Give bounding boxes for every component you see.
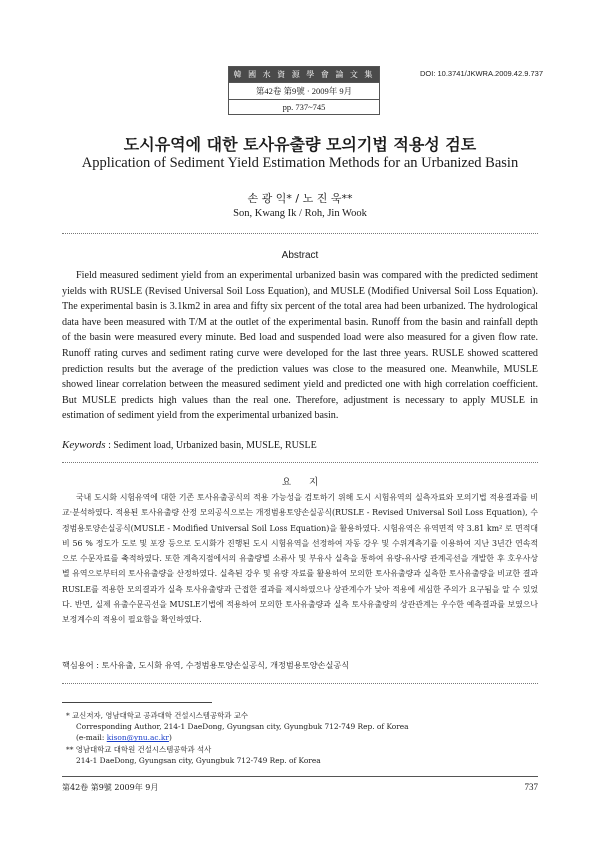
abstract-heading: Abstract: [281, 250, 319, 261]
keywords-text: : Sediment load, Urbanized basin, MUSLE, RUSLE: [105, 440, 317, 451]
doi: DOI: 10.3741/JKWRA.2009.42.9.737: [420, 69, 543, 78]
footnote-1-address: Corresponding Author, 214-1 DaeDong, Gyungsan city, Gyungbuk 712-749 Rep. of Korea: [76, 722, 409, 732]
footnote-1-email-close: ): [168, 733, 172, 743]
footnote-1-email-label: (e-mail:: [76, 733, 107, 743]
keywords-korean: 핵심용어 : 토사유출, 도시화 유역, 수정범용토양손실공식, 개정범용토양손실공식: [62, 660, 350, 670]
footnote-1-affiliation: * 교신저자, 영남대학교 공과대학 건설시스템공학과 교수: [66, 711, 248, 720]
korean-abstract-heading: 요지: [281, 477, 337, 488]
footnote-2-affiliation: ** 영남대학교 대학원 건설시스템공학과 석사: [66, 744, 212, 754]
journal-info-box: [228, 66, 380, 115]
divider-bottom: [62, 683, 538, 684]
keywords-label: Keywords: [62, 439, 106, 451]
authors-english: Son, Kwang Ik / Roh, Jin Wook: [233, 208, 367, 219]
footnote-1-email-line: [66, 732, 526, 743]
page-number: 737: [524, 782, 538, 792]
divider-middle: [62, 462, 538, 463]
footnote-rule: [62, 702, 212, 703]
footnotes: [66, 710, 526, 766]
footnote-2-address: 214-1 DaeDong, Gyungsan city, Gyungbuk 712-749 Rep. of Korea: [76, 755, 321, 765]
abstract-body: Field measured sediment yield from an experimental urbanized basin was compared with the predicted sediment yields with RUSLE (Revised Universal Soil Loss Equation), and MUSLE (Modified Universal Soil Loss Equation). The experimental basin is 3.1km2 in area and fifty six percent of the total area had been urbanized. The hydrological data have been measured with T/M at the outlet of the experimental basin. Runoff from the basin and rainfall depth of the basin were measured every minute. Bed load and suspended load were also measured for a given flow rate. Runoff rating curves and sediment rating curve were developed for the last three years. RUSLE showed scattered prediction results but the average of the prediction values was close to the measured one. Meanwhile, MUSLE showed linear correlation between the measured sediment yield and predicted one with high correlation coefficient. But MUSLE predicts high values than the real one. Therefore, adjustment is necessary to apply MUSLE in estimation of sediment yield from the experimental urbanized basin.: [62, 270, 538, 422]
title-english: Application of Sediment Yield Estimation Methods for an Urbanized Basin: [81, 155, 519, 171]
title-korean: 도시유역에 대한 토사유출량 모의기법 적용성 검토: [123, 135, 477, 154]
journal-name: 韓 國 水 資 源 學 會 論 文 集: [229, 67, 379, 82]
footer-rule: [62, 776, 538, 777]
divider-top: [62, 233, 538, 234]
journal-volume-issue: 第42卷 第9號 · 2009年 9月: [229, 82, 379, 99]
korean-abstract-body: 국내 도시화 시험유역에 대한 기존 토사유출공식의 적용 가능성을 검토하기 위해 도시 시험유역의 실측자료와 모의기법 적용결과를 비교·분석하였다. 적용된 토사유출량 산정 모의공식으로는 개정범용토양손실공식(RUSLE - Revised Universal Soil Loss Equation), 수정범용토양손실공식(MUSLE - Modified Universal Soil Loss Equation)을 활용하였다. 시험유역은 유역면적 약 3.81 km² 로 면적대비 56 % 정도가 도로 및 포장 등으로 도시화가 진행된 도시 시험유역을 선정하여 자동 강우 및 수위계측기를 이용하여 지난 3년간 연속적으로 수문자료를 축적하였다. 또한 계측지점에서의 유출량별 소류사 및 부유사 실측을 통하여 유량-유사량 관계곡선을 개발한 후 호우사상별 유역으로부터의 토사유출량을 산정하였다. 실측된 강우 및 유량 자료를 활용하여 모의한 토사유출량과 실측한 토사유출량을 비교한 결과 RUSLE를 적용한 모의결과가 실측 토사유출량과 근접한 결과를 제시하였으나 상관계수가 낮아 적용에 세심한 주의가 요구됨을 알 수 있었다. 반면, 실제 유출수문곡선을 MUSLE기법에 적용하여 모의한 토사유출량과 실측 토사유출량의 상관관계는 우수한 예측결과를 보였으나 보정계수의 적용이 필요함을 확인하였다.: [62, 493, 538, 625]
author-email-link[interactable]: kison@ynu.ac.kr: [106, 733, 169, 743]
journal-pages: pp. 737~745: [229, 99, 379, 114]
keywords: [62, 439, 538, 451]
footer-journal-issue: 第42卷 第9號 2009年 9月: [62, 783, 159, 792]
authors-korean: 손 광 익* / 노 진 욱**: [247, 192, 353, 205]
